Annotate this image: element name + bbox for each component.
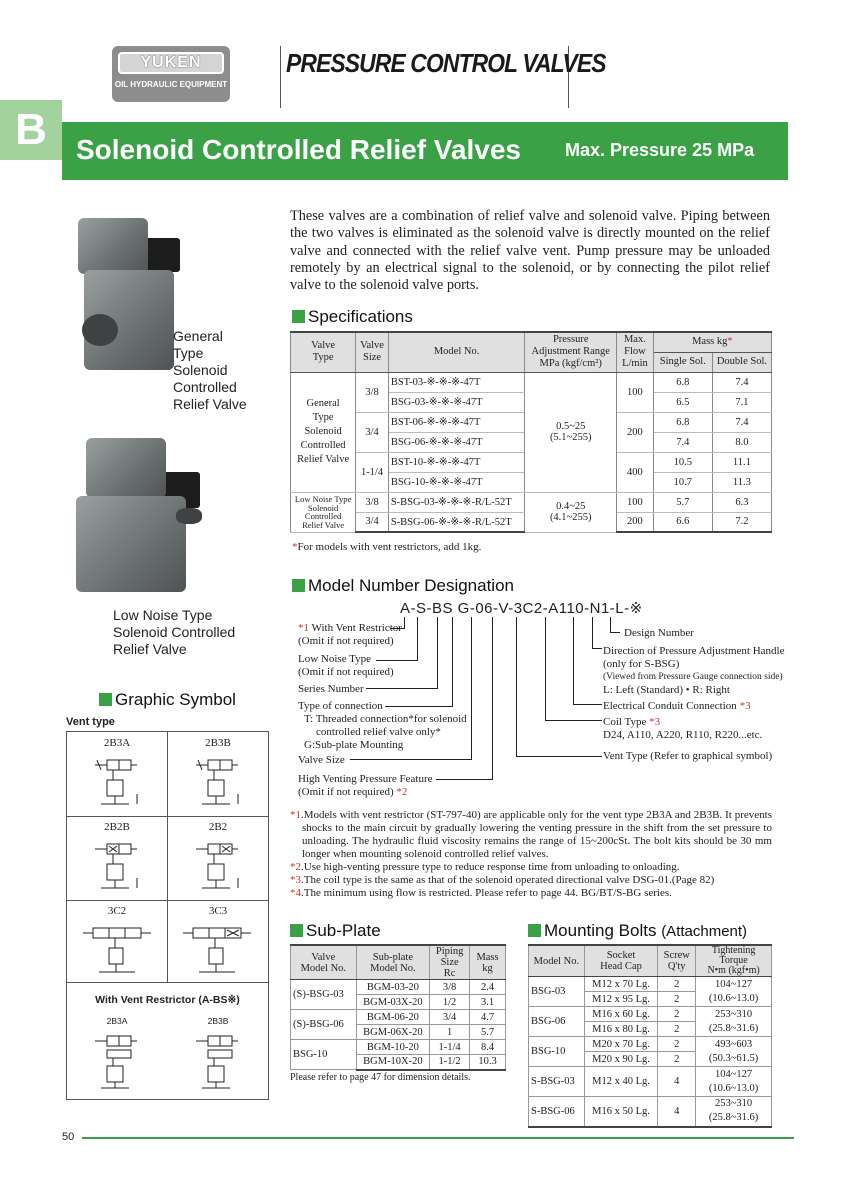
model-cell: BST-10-※-※-※-47T: [388, 452, 525, 472]
designation-high-venting: High Venting Pressure Feature (Omit if not required) *2: [298, 773, 433, 798]
general-valve-label: [173, 328, 247, 413]
col-piping-size: Piping Size Rc: [430, 945, 470, 980]
model-cell: BSG-10-※-※-※-47T: [388, 472, 525, 492]
size-cell: 1/2: [430, 995, 470, 1010]
qty-cell: 2: [658, 1022, 696, 1037]
designation-notes: [290, 809, 772, 900]
label-line: Solenoid: [173, 362, 228, 378]
page-number: 50: [62, 1131, 75, 1143]
qty-cell: 2: [658, 1052, 696, 1067]
specifications-table: [290, 331, 772, 533]
section-tab: B: [0, 100, 62, 160]
valve-model-cell: (S)-BSG-06: [291, 1010, 357, 1040]
bolt-cell: M20 x 70 Lg.: [584, 1037, 658, 1052]
footer-rule: [82, 1137, 794, 1139]
low-noise-valve-label: [113, 607, 235, 658]
flow-cell: 400: [617, 452, 654, 492]
graphic-symbol-heading: [99, 690, 236, 710]
label-line: Solenoid Controlled: [113, 624, 236, 640]
double-cell: 11.1: [712, 452, 771, 472]
note-1: *1.Models with vent restrictor (ST-797-40) are applicable only for the vent type 2B3A and 2B3B. It prevents shocks to the main circuit by gradually lowering the venting pressure in the shift from the set pressure to unloading. The hydraulic fluid viscosity remains the range of 15~200cSt. The bolt kits should be 30 mm longer when mounting solenoid controlled relief valves.: [290, 809, 772, 860]
graphic-symbol-panel: [66, 731, 269, 1100]
heading-text: Model Number Designation: [308, 576, 514, 595]
qty-cell: 4: [658, 1097, 696, 1127]
hydraulic-symbol-icon: [190, 838, 250, 894]
double-cell: 7.2: [712, 512, 771, 532]
single-cell: 6.5: [653, 392, 712, 412]
heading-text: Graphic Symbol: [115, 690, 236, 709]
heading-sub: (Attachment): [661, 923, 748, 940]
size-cell: 1-1/2: [430, 1055, 470, 1070]
col-screw-qty: Screw Q'ty: [658, 945, 696, 977]
col-torque: Tightening Torque N•m (kgf•m): [696, 945, 772, 977]
model-cell: S-BSG-06-※-※-※-R/L-52T: [388, 512, 525, 532]
green-square-icon: [292, 579, 305, 592]
bolt-cell: M20 x 90 Lg.: [584, 1052, 658, 1067]
green-square-icon: [290, 924, 303, 937]
designation-connection-type: Type of connection T: Threaded connection*for solenoid controlled relief valve only* G:Sub-plate Mounting: [298, 700, 467, 751]
torque-cell: 493~603 (50.3~61.5): [696, 1037, 772, 1067]
size-cell: 3/8: [356, 492, 389, 512]
hydraulic-symbol-icon: [190, 1032, 250, 1094]
model-cell: BSG-10: [529, 1037, 585, 1067]
size-cell: 1: [430, 1025, 470, 1040]
label-line: Relief Valve: [173, 396, 247, 412]
note-3: *3.The coil type is the same as that of the solenoid operated directional valve DSG-01.(Page 82): [290, 874, 715, 886]
size-cell: 3/4: [430, 1010, 470, 1025]
flow-cell: 100: [617, 492, 654, 512]
green-square-icon: [99, 693, 112, 706]
col-pressure: Pressure Adjustment Range MPa (kgf/cm²): [525, 332, 617, 372]
col-model: Model No.: [529, 945, 585, 977]
mass-cell: 2.4: [470, 980, 506, 995]
valve-model-cell: BSG-10: [291, 1040, 357, 1070]
qty-cell: 2: [658, 1037, 696, 1052]
model-cell: BSG-06-※-※-※-47T: [388, 432, 525, 452]
hydraulic-symbol-icon: [89, 754, 149, 810]
designation-vent-type: Vent Type (Refer to graphical symbol): [603, 750, 773, 762]
model-cell: BST-03-※-※-※-47T: [388, 372, 525, 392]
model-designation-heading: [292, 576, 514, 596]
hydraulic-symbol-icon: [190, 754, 250, 810]
col-valve-size: Valve Size: [356, 332, 389, 372]
mass-cell: 5.7: [470, 1025, 506, 1040]
model-cell: BSG-03-※-※-※-47T: [388, 392, 525, 412]
model-cell: S-BSG-03: [529, 1067, 585, 1097]
flow-cell: 200: [617, 512, 654, 532]
qty-cell: 2: [658, 992, 696, 1007]
flow-cell: 200: [617, 412, 654, 452]
col-single-sol: Single Sol.: [653, 352, 712, 372]
single-cell: 6.8: [653, 372, 712, 392]
double-cell: 7.1: [712, 392, 771, 412]
symbol-label: 2B2: [208, 821, 228, 833]
bolt-cell: M12 x 70 Lg.: [584, 977, 658, 992]
designation-handle-direction: Direction of Pressure Adjustment Handle (only for S-BSG) (Viewed from Pressure Gauge connection side) L: Left (Standard) • R: Right: [603, 645, 785, 696]
designation-coil-type: Coil Type *3 D24, A110, A220, R110, R220...etc.: [603, 716, 763, 741]
designation-low-noise: Low Noise Type (Omit if not required): [298, 653, 394, 678]
single-cell: 7.4: [653, 432, 712, 452]
hydraulic-symbol-icon: [89, 838, 149, 894]
col-socket: Socket Head Cap: [584, 945, 658, 977]
col-sub-plate-model: Sub-plate Model No.: [356, 945, 430, 980]
label-line: General: [173, 328, 223, 344]
heading-text: Specifications: [308, 307, 413, 326]
vent-type-label: Vent type: [66, 716, 115, 728]
label-line: Low Noise Type: [113, 607, 213, 623]
heading-text: Sub-Plate: [306, 921, 381, 940]
col-double-sol: Double Sol.: [712, 352, 771, 372]
sub-plate-cell: BGM-03X-20: [356, 995, 430, 1010]
label-line: Relief Valve: [113, 641, 187, 657]
mass-cell: 10.3: [470, 1055, 506, 1070]
flow-cell: 100: [617, 372, 654, 412]
logo-subtitle: OIL HYDRAULIC EQUIPMENT: [114, 80, 228, 89]
symbol-label: 3C3: [208, 905, 228, 917]
specifications-heading: [292, 307, 413, 327]
sub-plate-cell: BGM-06-20: [356, 1010, 430, 1025]
size-cell: 3/4: [356, 412, 389, 452]
note-2: *2.Use high-venting pressure type to reduce response time from unloading to onloading.: [290, 861, 680, 873]
mass-cell: 4.7: [470, 1010, 506, 1025]
torque-cell: 104~127 (10.6~13.0): [696, 977, 772, 1007]
hydraulic-symbol-icon: [89, 1032, 149, 1094]
qty-cell: 2: [658, 1007, 696, 1022]
heading-text: Mounting Bolts: [544, 921, 657, 940]
mass-cell: 3.1: [470, 995, 506, 1010]
bolt-cell: M16 x 80 Lg.: [584, 1022, 658, 1037]
valve-model-cell: (S)-BSG-03: [291, 980, 357, 1010]
category-title: PRESSURE CONTROL VALVES: [286, 48, 606, 78]
low-noise-valve-photo: [76, 434, 206, 594]
page-title: Solenoid Controlled Relief Valves: [76, 134, 521, 165]
general-valve-photo: [78, 210, 188, 370]
sub-plate-cell: BGM-06X-20: [356, 1025, 430, 1040]
general-type-cell: General Type Solenoid Controlled Relief Valve: [291, 372, 356, 492]
model-cell: BSG-06: [529, 1007, 585, 1037]
bolt-cell: M16 x 60 Lg.: [584, 1007, 658, 1022]
hydraulic-symbol-icon: [79, 922, 159, 978]
symbol-label: 2B3B: [207, 1016, 229, 1026]
header-divider: [280, 46, 281, 108]
torque-cell: 253~310 (25.8~31.6): [696, 1007, 772, 1037]
torque-cell: 253~310 (25.8~31.6): [696, 1097, 772, 1127]
torque-cell: 104~127 (10.6~13.0): [696, 1067, 772, 1097]
sub-plate-cell: BGM-03-20: [356, 980, 430, 995]
col-model-no: Model No.: [388, 332, 525, 372]
designation-valve-size: Valve Size: [298, 754, 345, 766]
bolt-cell: M12 x 95 Lg.: [584, 992, 658, 1007]
size-cell: 3/8: [356, 372, 389, 412]
model-cell: S-BSG-03-※-※-※-R/L-52T: [388, 492, 525, 512]
intro-paragraph: These valves are a combination of relief valve and solenoid valve. Piping between the two valves is eliminated as the solenoid valve is directly mounted on the relief valve and connected with the relief valve vent. Pump pressure may be unloaded remotely by an electrical signal to the solenoid, or by connecting the pilot relief valve to the solenoid valve ports.: [290, 208, 770, 294]
double-cell: 6.3: [712, 492, 771, 512]
single-cell: 10.7: [653, 472, 712, 492]
col-mass: Mass kg*: [653, 332, 771, 352]
size-cell: 3/8: [430, 980, 470, 995]
double-cell: 7.4: [712, 412, 771, 432]
col-valve-model: Valve Model No.: [291, 945, 357, 980]
sub-plate-cell: BGM-10-20: [356, 1040, 430, 1055]
sub-plate-footnote: Please refer to page 47 for dimension details.: [290, 1072, 471, 1083]
label-line: Controlled: [173, 379, 237, 395]
bolt-cell: M12 x 40 Lg.: [584, 1067, 658, 1097]
green-square-icon: [528, 924, 541, 937]
pressure-cell: 0.4~25 (4.1~255): [525, 492, 617, 532]
col-valve-type: Valve Type: [291, 332, 356, 372]
designation-series-number: Series Number: [298, 683, 364, 695]
max-pressure: Max. Pressure 25 MPa: [565, 140, 755, 160]
hydraulic-symbol-icon: [179, 922, 259, 978]
mounting-bolts-table: [528, 944, 772, 1128]
pressure-cell: 0.5~25 (5.1~255): [525, 372, 617, 492]
symbol-label: 2B3B: [205, 737, 231, 749]
sub-plate-cell: BGM-10X-20: [356, 1055, 430, 1070]
single-cell: 5.7: [653, 492, 712, 512]
symbol-label: 2B3A: [106, 1016, 128, 1026]
qty-cell: 2: [658, 977, 696, 992]
size-cell: 1-1/4: [356, 452, 389, 492]
note-4: *4.The minimum using flow is restricted. Please refer to page 44. BG/BT/S-BG series.: [290, 887, 672, 899]
symbol-label: 2B3A: [103, 737, 131, 749]
symbol-label: 2B2B: [104, 821, 130, 833]
label-line: Type: [173, 345, 204, 361]
col-mass: Mass kg: [470, 945, 506, 980]
specifications-footnote: *For models with vent restrictors, add 1kg.: [292, 541, 482, 553]
double-cell: 11.3: [712, 472, 771, 492]
vent-restrictor-title: With Vent Restrictor (A-BS※): [95, 994, 240, 1006]
qty-cell: 4: [658, 1067, 696, 1097]
designation-conduit: Electrical Conduit Connection *3: [603, 700, 751, 712]
double-cell: 8.0: [712, 432, 771, 452]
model-code: A-S-BS G-06-V-3C2-A110-N1-L-※: [400, 600, 643, 617]
sub-plate-heading: [290, 921, 381, 941]
designation-vent-restrictor: *1 With Vent Restrictor (Omit if not required): [298, 622, 402, 647]
green-square-icon: [292, 310, 305, 323]
designation-design-number: Design Number: [624, 627, 694, 639]
single-cell: 6.6: [653, 512, 712, 532]
size-cell: 1-1/4: [430, 1040, 470, 1055]
symbol-label: 3C2: [107, 905, 127, 917]
logo-brand: YUKEN: [118, 52, 224, 74]
single-cell: 6.8: [653, 412, 712, 432]
sub-plate-table: [290, 944, 506, 1071]
col-flow: Max. Flow L/min: [617, 332, 654, 372]
bolt-cell: M16 x 50 Lg.: [584, 1097, 658, 1127]
double-cell: 7.4: [712, 372, 771, 392]
size-cell: 3/4: [356, 512, 389, 532]
model-cell: S-BSG-06: [529, 1097, 585, 1127]
model-cell: BST-06-※-※-※-47T: [388, 412, 525, 432]
model-cell: BSG-03: [529, 977, 585, 1007]
mass-cell: 8.4: [470, 1040, 506, 1055]
mounting-bolts-heading: [528, 921, 747, 941]
single-cell: 10.5: [653, 452, 712, 472]
low-noise-type-cell: Low Noise Type Solenoid Controlled Relief Valve: [291, 492, 356, 532]
yuken-logo: [112, 46, 230, 102]
